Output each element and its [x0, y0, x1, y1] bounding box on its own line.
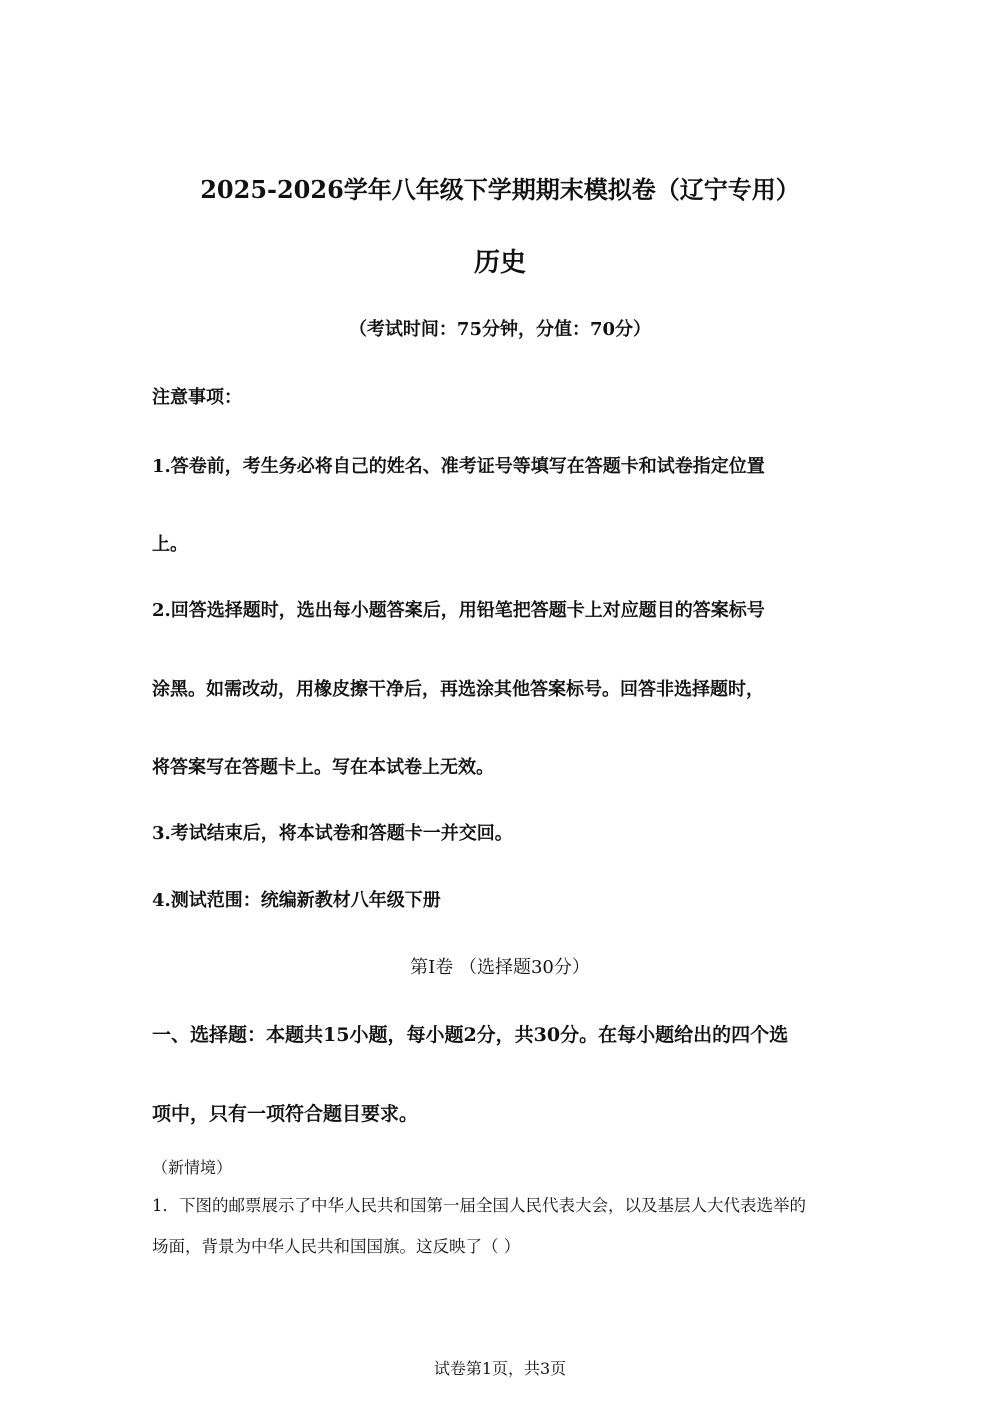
page-footer: 试卷第1页，共3页 [433, 1359, 567, 1378]
instruction-line: 项中，只有一项符合题目要求。 [152, 1103, 419, 1125]
notice-line: 将答案写在答题卡上。写在本试卷上无效。 [152, 757, 494, 778]
subject-title: 历史 [473, 248, 526, 278]
notice-line: 上。 [152, 534, 188, 555]
notice-line: 2.回答选择题时，选出每小题答案后，用铅笔把答题卡上对应题目的答案标号 [152, 600, 765, 621]
notice-line: 4.测试范围：统编新教材八年级下册 [152, 890, 441, 911]
question-text: 1．下图的邮票展示了中华人民共和国第一届全国人民代表大会，以及基层人大代表选举的 [152, 1196, 806, 1215]
notice-line: 3.考试结束后，将本试卷和答题卡一并交回。 [152, 823, 513, 844]
instruction-line: 一、选择题：本题共15小题，每小题2分，共30分。在每小题给出的四个选 [152, 1024, 789, 1046]
notice-heading: 注意事项： [152, 387, 242, 408]
notice-line: 涂黑。如需改动，用橡皮擦干净后，再选涂其他答案标号。回答非选择题时， [152, 679, 764, 700]
question-tag: （新情境） [152, 1158, 233, 1177]
notice-line: 1.答卷前，考生务必将自己的姓名、准考证号等填写在答题卡和试卷指定位置 [152, 456, 765, 477]
question-text: 场面，背景为中华人民共和国国旗。这反映了（ ） [152, 1237, 521, 1256]
exam-info: （考试时间：75分钟，分值：70分） [348, 319, 652, 340]
section-title: 第Ⅰ卷 （选择题30分） [410, 957, 590, 978]
exam-title: 2025-2026学年八年级下学期期末模拟卷（辽宁专用） [200, 175, 800, 204]
